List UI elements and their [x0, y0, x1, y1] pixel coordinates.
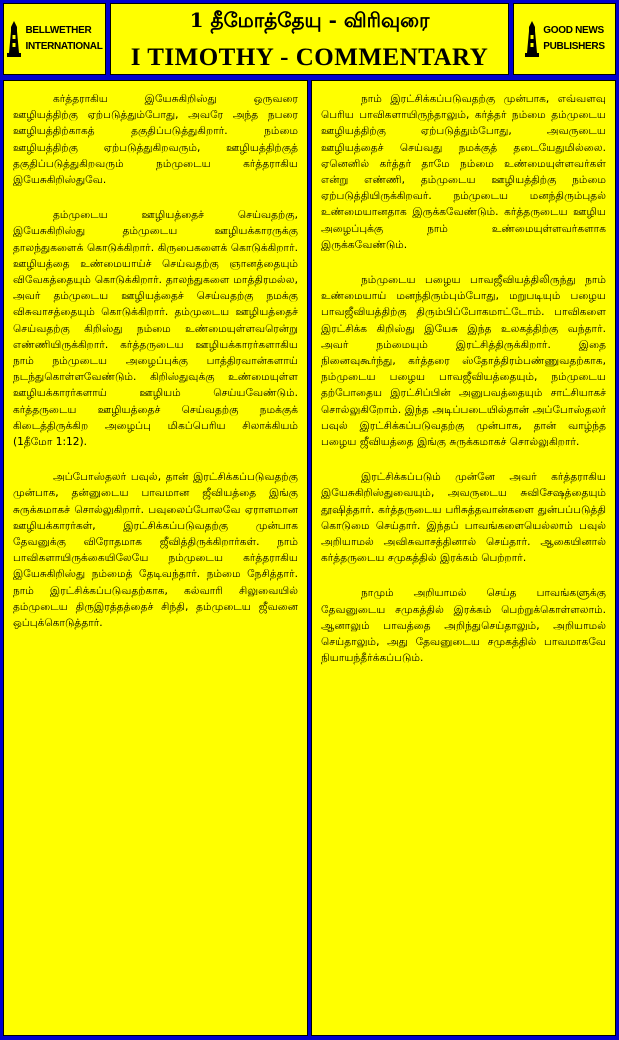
paragraph: நாம் இரட்சிக்கப்படுவதற்கு முன்பாக, எவ்வளவு பெரிய பாவிகளாயிருந்தாலும், கர்த்தர் நம்மை தம்முடைய ஊழியத்திற்கு ஏற்படுத்தும்போது, அவருடைய ஊழியத்தைச் செய்வது நமக்குத் தடையேதுமில்லை. ஏனெனில் கர்த்தர் தாமே நம்மை உண்மையுள்ளவர்கள் என்று எண்ணி, தம்முடைய ஊழியத்திற்கு நம்மை ஏற்படுத்தியிருக்கிறவர். நம்முடைய மனந்திரும்புதல் உண்மையானதாக இருக்கவேண்டும். கர்த்தருடைய ஊழிய அழைப்புக்கு நாம் உண்மையுள்ளவர்களாக இருக்கவேண்டும். [321, 93, 606, 251]
page-header [0, 0, 619, 78]
logo-right-line1: GOOD NEWS [543, 25, 604, 36]
lighthouse-icon [524, 19, 540, 59]
good-news-logo [513, 3, 616, 75]
paragraph: தம்முடைய ஊழியத்தைச் செய்வதற்கு, இயேசுகிறிஸ்து தம்முடைய ஊழியக்காரருக்கு தாலந்துகளைக் கொடுக்கிறார். கிருபைகளைக் கொடுக்கிறார். ஊழியத்தை உண்மையாய்ச் செய்வதற்கு ஞானத்தையும் விவேகத்தையும் கொடுக்கிறார். தாலந்துகளை மாத்திரமல்ல, அவர் தம்முடைய ஊழியத்தைச் செய்வதற்கு நமக்கு விசுவாசத்தையும் கொடுக்கிறார். தம்முடைய ஊழியத்தைச் செய்வதற்கு கிறிஸ்து நம்மை உண்மையுள்ளவரென்று எண்ணியிருக்கிறார். கர்த்தருடைய ஊழியக்காரர்களாகிய நாம் நம்முடைய அழைப்புக்கு பாத்திரவான்களாய் நடந்துகொள்ளவேண்டும். கிறிஸ்துவுக்கு உண்மையுள்ள ஊழியக்காரர்களாய் ஊழியம் செய்யவேண்டும். கர்த்தருடைய ஊழியத்தைச் செய்வதற்கு நமக்குக் கிடைத்திருக்கிற அழைப்பு மிகப்பெரிய சிலாக்கியம் (1தீமோ 1:12). [13, 209, 298, 449]
bellwether-logo [3, 3, 106, 75]
left-column [3, 80, 308, 1036]
paragraph: இரட்சிக்கப்படும் முன்னே அவர் கர்த்தராகிய இயேசுகிறிஸ்துவையும், அவருடைய சுவிசேஷத்தையும் தூஷித்தார். கர்த்தருடைய பரிசுத்தவான்களை துன்பப்படுத்தி கொடுமை செய்தார். இந்தப் பாவங்களையெல்லாம் பவுல் அறியாமல் அவிசுவாசத்தினால் செய்தார். ஆகையினால் கர்த்தருடைய சமுகத்தில் இரக்கம் பெற்றார். [321, 471, 606, 565]
title-panel [110, 3, 509, 75]
right-column [311, 80, 616, 1036]
paragraph: நாமும் அறியாமல் செய்த பாவங்களுக்கு தேவனுடைய சமுகத்தில் இரக்கம் பெற்றுக்கொள்ளலாம். ஆனாலும் பாவத்தை அறிந்துசெய்தாலும், அறியாமல் செய்தாலும், அது தேவனுடைய சமுகத்தில் பாவமாகவே நியாயந்தீர்க்கப்படும். [321, 587, 606, 665]
paragraph: கர்த்தராகிய இயேசுகிறிஸ்து ஒருவரை ஊழியத்திற்கு ஏற்படுத்தும்போது, அவரே அந்த நபரை ஊழியத்திற்காகத் தகுதிப்படுத்துகிறார். நம்மை ஊழியத்திற்கு ஏற்படுத்துகிறவரும், ஊழியத்திற்குத் தகுதிப்படுத்துகிறவரும் நம்முடைய கர்த்தராகிய இயேசுகிறிஸ்துவே. [13, 93, 298, 187]
logo-left-line2: INTERNATIONAL [25, 41, 103, 52]
page-title-english: I TIMOTHY - COMMENTARY [130, 44, 489, 71]
paragraph: அப்போஸ்தலர் பவுல், தான் இரட்சிக்கப்படுவதற்கு முன்பாக, தன்னுடைய பாவமான ஜீவியத்தை இங்கு சுருக்கமாகச் சொல்லுகிறார். பவுலைப்போலவே ஏராளமான ஊழியக்காரர்கள், இரட்சிக்கப்படுவதற்கு முன்பாக தேவனுக்கு விரோதமாக ஜீவித்திருக்கிறார்கள். நாம் பாவிகளாயிருக்கையிலேயே நம்முடைய கர்த்தராகிய இயேசுகிறிஸ்து நம்மைத் தேடிவந்தார். நம்மை நேசித்தார். நாம் இரட்சிக்கப்படுவதற்காக, கல்வாரி சிலுவையில் தம்முடைய திருஇரத்தத்தைச் சிந்தி, தம்முடைய ஜீவனை ஒப்புக்கொடுத்தார். [13, 471, 298, 630]
page-title-tamil: 1 தீமோத்தேயு - விரிவுரை [189, 8, 430, 32]
logo-left-line1: BELLWETHER [25, 25, 92, 36]
lighthouse-icon [6, 19, 22, 59]
logo-right-line2: PUBLISHERS [543, 41, 605, 52]
paragraph: நம்முடைய பழைய பாவஜீவியத்திலிருந்து நாம் உண்மையாய் மனந்திரும்பும்போது, மறுபடியும் பழைய பாவஜீவியத்திற்கு திரும்பிப்போகமாட்டோம். பாவிகளை இரட்சிக்க கிறிஸ்து இயேசு இந்த உலகத்திற்கு வந்தார். அவர் நம்மையும் இரட்சித்திருக்கிறார். இதை நினைவுகூர்ந்து, கர்த்தரை ஸ்தோத்திரம்பண்ணுவதற்காக, நம்முடைய பழைய பாவஜீவியத்தையும், நம்முடைய தற்போதைய இரட்சிப்பின் அனுபவத்தையும் சாட்சியாகச் சொல்லுகிறோம். இந்த அடிப்படையில்தான் அப்போஸ்தலர் பவுல் இரட்சிக்கப்படுவதற்கு முன்பாக, தான் வாழ்ந்த பழைய ஜீவியத்தை இங்கு சுருக்கமாகச் சொல்லுகிறார். [321, 274, 606, 449]
